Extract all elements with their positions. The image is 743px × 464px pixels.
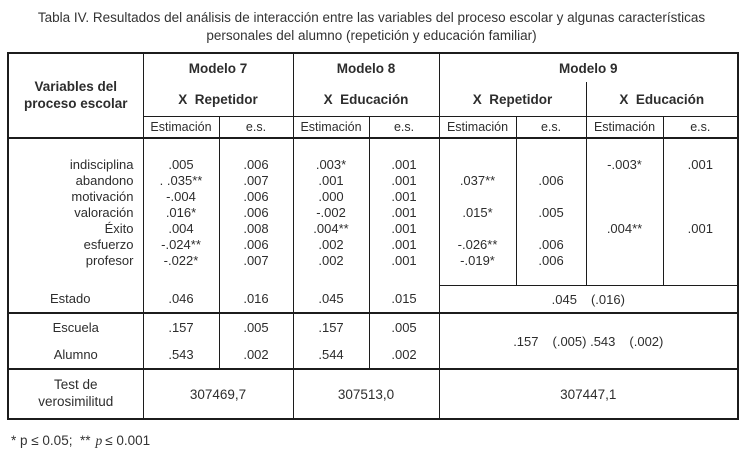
data-cell: .006 [219,237,293,253]
table-title: Tabla IV. Resultados del análisis de interacción entre las variables del proceso escolar y algunas características personales del alumno (repetición y educación familiar) [37,10,706,43]
model-9-header: Modelo 9 [439,53,738,82]
table-row-exito [8,221,738,237]
escuela-m9-se: (.005) [552,333,587,349]
data-cell: .006 [516,253,586,269]
data-cell: .543 [143,341,219,369]
data-cell: .015 [369,286,439,314]
data-cell: .006 [219,189,293,205]
model-8-header: Modelo 8 [293,53,439,82]
estimate-header: Estimación [439,117,516,139]
significance-note [11,433,743,449]
data-cell: .016* [143,205,219,221]
estimate-header: Estimación [293,117,369,139]
data-cell: .005 [369,313,439,341]
table-row-valoracion [8,205,738,221]
data-cell: .006 [219,205,293,221]
data-cell [586,253,663,269]
data-cell: -.024** [143,237,219,253]
se-header: e.s. [663,117,738,139]
row-label: Éxito [104,221,134,237]
data-cell: .007 [219,173,293,189]
data-cell: .002 [219,341,293,369]
table-row-estado [8,286,738,314]
alumno-m9-se: (.002) [629,333,664,349]
escuela-m9-estimate: .157 [513,333,539,349]
row-label: indisciplina [69,157,134,173]
data-cell: .045 [293,286,369,314]
model-7-subheader: X Repetidor [143,82,293,117]
se-header: e.s. [369,117,439,139]
data-cell [663,253,738,269]
data-cell: .001 [293,173,369,189]
data-cell: .001 [369,221,439,237]
data-cell [439,189,516,205]
row-label: profesor [85,253,134,269]
data-cell: .004 [143,221,219,237]
alumno-m9-estimate: .543 [590,333,616,349]
table-row-escuela [8,313,738,341]
data-cell: .001 [369,189,439,205]
data-cell: .001 [369,253,439,269]
data-cell: .157 [143,313,219,341]
data-cell: .001 [369,237,439,253]
row-label [8,369,143,419]
data-cell: .157 [293,313,369,341]
significance-note-prefix: * p ≤ 0.05; ** [11,433,91,449]
data-cell: .001 [369,205,439,221]
data-cell [516,157,586,173]
data-cell: .005 [219,313,293,341]
data-cell [663,189,738,205]
estimate-header: Estimación [586,117,663,139]
data-cell: .544 [293,341,369,369]
data-cell [663,237,738,253]
model-8-subheader: X Educación [293,82,439,117]
se-header: e.s. [516,117,586,139]
data-cell: .001 [369,173,439,189]
table-row-motivacion [8,189,738,205]
data-cell [439,157,516,173]
data-cell-merged-m9 [439,313,738,369]
row-label: Escuela [52,320,99,336]
estado-m9-estimate: .045 [551,291,577,307]
test-value-modelo7: 307469,7 [143,369,293,419]
data-cell [586,189,663,205]
data-cell: -.022* [143,253,219,269]
table-row-profesor [8,253,738,269]
row-label: valoración [74,205,134,221]
data-cell: .001 [369,157,439,173]
results-table [7,52,739,420]
test-value-modelo8: 307513,0 [293,369,439,419]
data-cell: .015* [439,205,516,221]
row-label: esfuerzo [83,237,134,253]
data-cell: .037** [439,173,516,189]
data-cell: .005 [516,205,586,221]
row-label: abandono [75,173,134,189]
header-row-models [8,53,738,82]
data-cell [516,221,586,237]
data-cell-merged-m9 [439,286,738,314]
data-cell [586,237,663,253]
model-7-header: Modelo 7 [143,53,293,82]
data-cell: -.019* [439,253,516,269]
data-cell: .008 [219,221,293,237]
data-cell: .006 [516,237,586,253]
data-cell [663,205,738,221]
data-cell: . .035** [143,173,219,189]
table-row-abandono [8,173,738,189]
model-9-subheader-repetidor: X Repetidor [439,82,586,117]
data-cell: .007 [219,253,293,269]
table-row-indisciplina [8,157,738,173]
corner-header: Variables del proceso escolar [8,53,143,138]
data-cell: .002 [369,341,439,369]
data-cell [663,173,738,189]
data-cell: .002 [293,253,369,269]
row-label: Alumno [53,347,98,363]
data-cell: .016 [219,286,293,314]
model-9-subheader-educacion: X Educación [586,82,738,117]
spacer-row [8,138,738,157]
data-cell: -.003* [586,157,663,173]
table-row-test [8,369,738,419]
data-cell [586,205,663,221]
test-label: Test de verosimilitud [38,377,114,410]
data-cell: .004** [586,221,663,237]
data-cell: -.004 [143,189,219,205]
data-cell: .001 [663,221,738,237]
data-cell: .001 [663,157,738,173]
data-cell [439,221,516,237]
row-label: motivación [71,189,134,205]
data-cell: -.002 [293,205,369,221]
estado-m9-se: (.016) [590,291,625,307]
test-value-modelo9: 307447,1 [439,369,738,419]
data-cell: .004** [293,221,369,237]
estimate-header: Estimación [143,117,219,139]
data-cell [516,189,586,205]
se-header: e.s. [219,117,293,139]
significance-note-italic-p: p [95,433,103,449]
data-cell: .002 [293,237,369,253]
significance-note-suffix: ≤ 0.001 [105,433,151,449]
data-cell [586,173,663,189]
data-cell: .003* [293,157,369,173]
data-cell: -.026** [439,237,516,253]
data-cell: .006 [516,173,586,189]
table-row-esfuerzo [8,237,738,253]
data-cell: .006 [219,157,293,173]
data-cell: .000 [293,189,369,205]
row-label: Estado [8,286,143,314]
blank-row [8,269,738,286]
data-cell: .046 [143,286,219,314]
data-cell: .005 [143,157,219,173]
